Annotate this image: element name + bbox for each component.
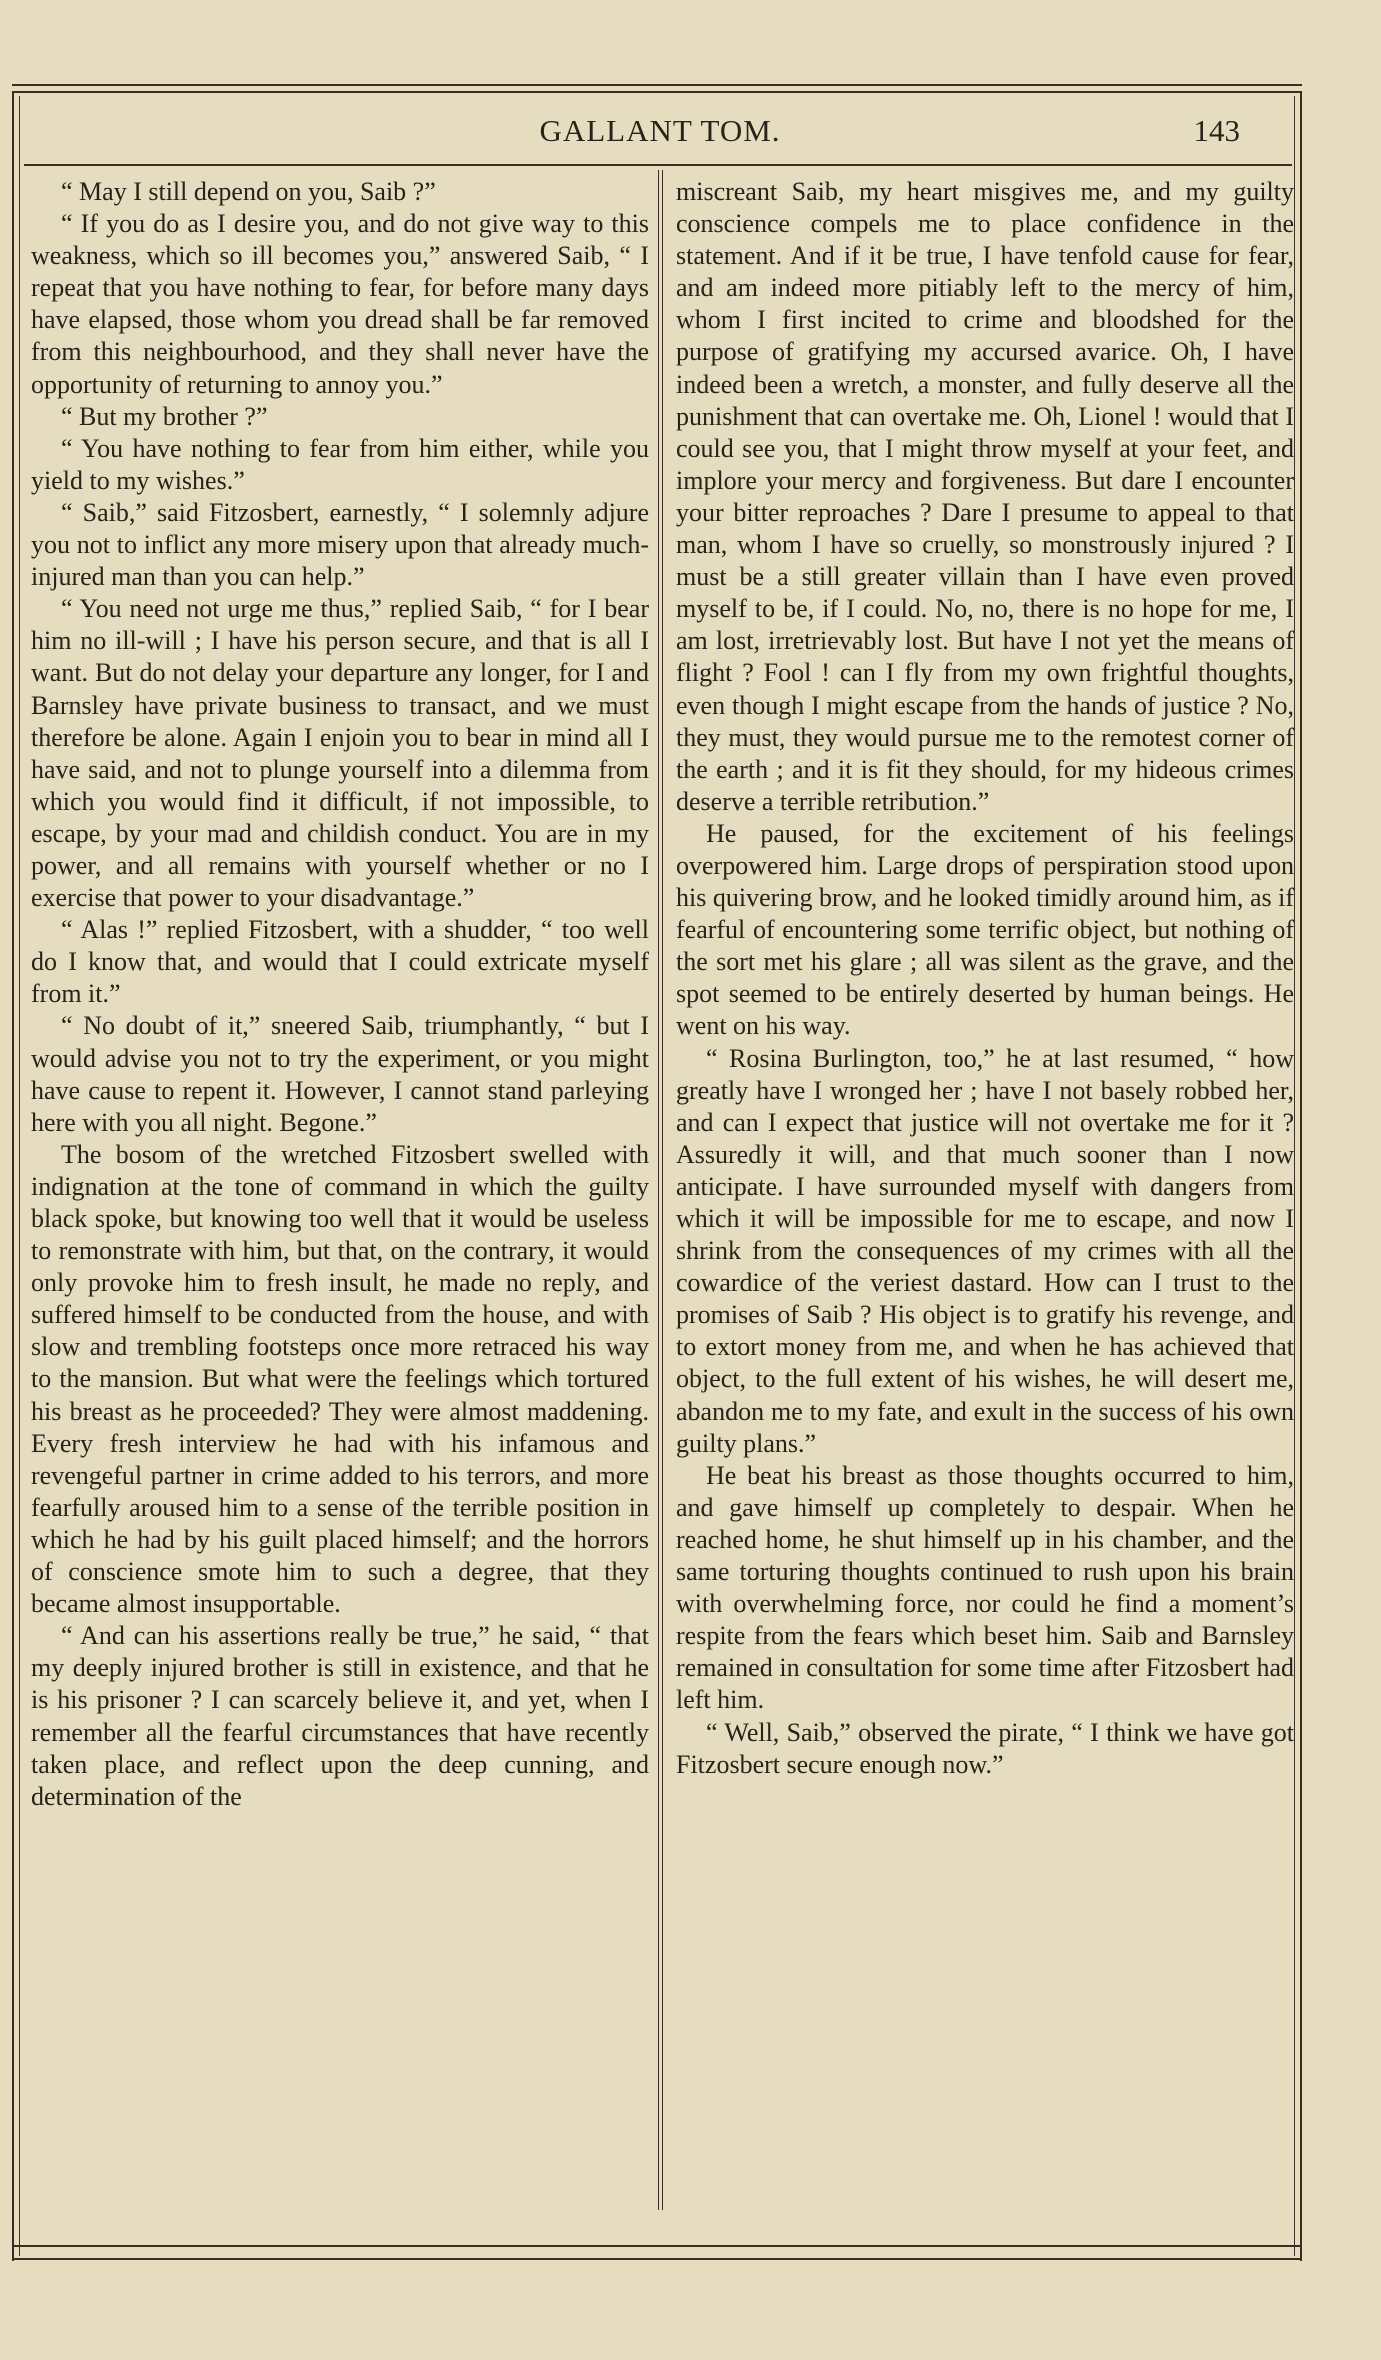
paragraph: “ No doubt of it,” sneered Saib, triumphantly, “ but I would advise you not to try the experiment, or you might have cause to repent it. However, I cannot stand parleying here with you all night. Begone.” xyxy=(31,1011,649,1137)
paragraph: “ But my brother ?” xyxy=(61,401,268,431)
right-border xyxy=(1300,91,1302,2261)
paragraph: He paused, for the excitement of his feelings overpowered him. Large drops of perspiration stood upon his quivering brow, and he looked timidly around him, as if fearful of encountering some terrific object, but nothing of the sort met his glare ; all was silent as the grave, and the spot seemed to be entirely deserted by human beings. He went on his way. xyxy=(676,818,1294,1041)
paragraph: “ Well, Saib,” observed the pirate, “ I think we have got Fitzosbert secure enough now.” xyxy=(676,1717,1294,1779)
bottom-rule-inner xyxy=(14,2245,1300,2247)
column-divider xyxy=(658,170,659,2210)
paragraph: “ You need not urge me thus,” replied Saib, “ for I bear him no ill-will ; I have his person secure, and that is all I want. But do not delay your departure any longer, for I and Barnsley have private business to transact, and we must therefore be alone. Again I enjoin you to bear in mind all I have said, and not to plunge yourself into a dilemma from which you would find it difficult, if not impossible, to escape, by your mad and childish conduct. You are in my power, and all remains with yourself whether or no I exercise that power to your disadvantage.” xyxy=(31,594,649,913)
paragraph: “ May I still depend on you, Saib ?” xyxy=(61,177,436,206)
left-border-inner xyxy=(19,96,20,2256)
paragraph: “ If you do as I desire you, and do not give way to this weakness, which so ill becomes you,” answered Saib, “ I repeat that you have nothing to fear, for before many days have elapsed, those whom you dread shall be far removed from this neighbourhood, and they shall never have the opportunity of returning to annoy you.” xyxy=(31,209,649,399)
right-column xyxy=(676,176,1294,2206)
left-column xyxy=(31,176,649,2206)
page-number: 143 xyxy=(1193,113,1240,148)
paragraph: He beat his breast as those thoughts occurred to him, and gave himself up completely to despair. When he reached home, he shut himself up in his chamber, and the same torturing thoughts continued to rush upon his brain with overwhelming force, nor could he find a moment’s respite from the fears which beset him. Saib and Barnsley remained in consultation for some time after Fitzosbert had left him. xyxy=(676,1460,1294,1715)
paragraph-continued: miscreant Saib, my heart misgives me, and my guilty conscience compels me to place confidence in the statement. And if it be true, I have tenfold cause for fear, and am indeed more pitiably left to the mercy of him, whom I first incited to crime and bloodshed for the purpose of gratifying my accursed avarice. Oh, I have indeed been a wretch, a monster, and fully deserve all the punishment that can overtake me. Oh, Lionel ! would that I could see you, that I might throw myself at your feet, and implore your mercy and forgiveness. But dare I encounter your bitter reproaches ? Dare I presume to appeal to that man, whom I have so cruelly, so monstrously injured ? I must be a still greater villain than I have even proved myself to be, if I could. No, no, there is no hope for me, I am lost, irretrievably lost. But have I not yet the means of flight ? Fool ! can I fly from my own frightful thoughts, even though I might escape from the hands of justice ? No, they must, they would pursue me to the remotest corner of the earth ; and it is fit they should, for my hideous crimes deserve a terrible retribution.” xyxy=(676,177,1294,816)
header-rule xyxy=(24,164,1292,166)
running-header xyxy=(20,113,1300,161)
page-title: GALLANT TOM. xyxy=(539,113,781,148)
top-rule-outer xyxy=(12,84,1302,86)
top-rule-inner xyxy=(12,91,1302,93)
right-border-inner xyxy=(1294,96,1295,2256)
left-border xyxy=(12,91,14,2261)
paragraph: “ Saib,” said Fitzosbert, earnestly, “ I solemnly adjure you not to inflict any more misery upon that already much-injured man than you can help.” xyxy=(31,497,649,592)
paragraph: “ Alas !” replied Fitzosbert, with a shudder, “ too well do I know that, and would that I could extricate myself from it.” xyxy=(31,915,649,1009)
paragraph: “ Rosina Burlington, too,” he at last resumed, “ how greatly have I wronged her ; have I not basely robbed her, and can I expect that justice will not overtake me for it ? Assuredly it will, and that much sooner than I now anticipate. I have surrounded myself with dangers from which it will be impossible for me to escape, and now I shrink from the consequences of my crimes with all the cowardice of the veriest dastard. How can I trust to the promises of Saib ? His object is to gratify his revenge, and to extort money from me, and when he has achieved that object, to the full extent of his wishes, he will desert me, abandon me to my fate, and exult in the success of his own guilty plans.” xyxy=(676,1043,1294,1458)
paragraph: “ You have nothing to fear from him either, while you yield to my wishes.” xyxy=(31,433,649,495)
column-divider-2 xyxy=(662,170,663,2210)
paragraph: “ And can his assertions really be true,” he said, “ that my deeply injured brother is still in existence, and that he is his prisoner ? I can scarcely believe it, and yet, when I remember all the fearful circumstances that have recently taken place, and reflect upon the deep cunning, and determination of the xyxy=(31,1621,649,1811)
paragraph: The bosom of the wretched Fitzosbert swelled with indignation at the tone of command in which the guilty black spoke, but knowing too well that it would be useless to remonstrate with him, but that, on the contrary, it would only provoke him to fresh insult, he made no reply, and suffered himself to be conducted from the house, and with slow and trembling footsteps once more retraced his way to the mansion. But what were the feelings which tortured his breast as he proceeded? They were almost maddening. Every fresh interview he had with his infamous and revengeful partner in crime added to his terrors, and more fearfully aroused him to a sense of the terrible position in which he had by his guilt placed himself; and the horrors of conscience smote him to such a degree, that they became almost insupportable. xyxy=(31,1139,649,1619)
bottom-rule-outer xyxy=(14,2258,1300,2260)
